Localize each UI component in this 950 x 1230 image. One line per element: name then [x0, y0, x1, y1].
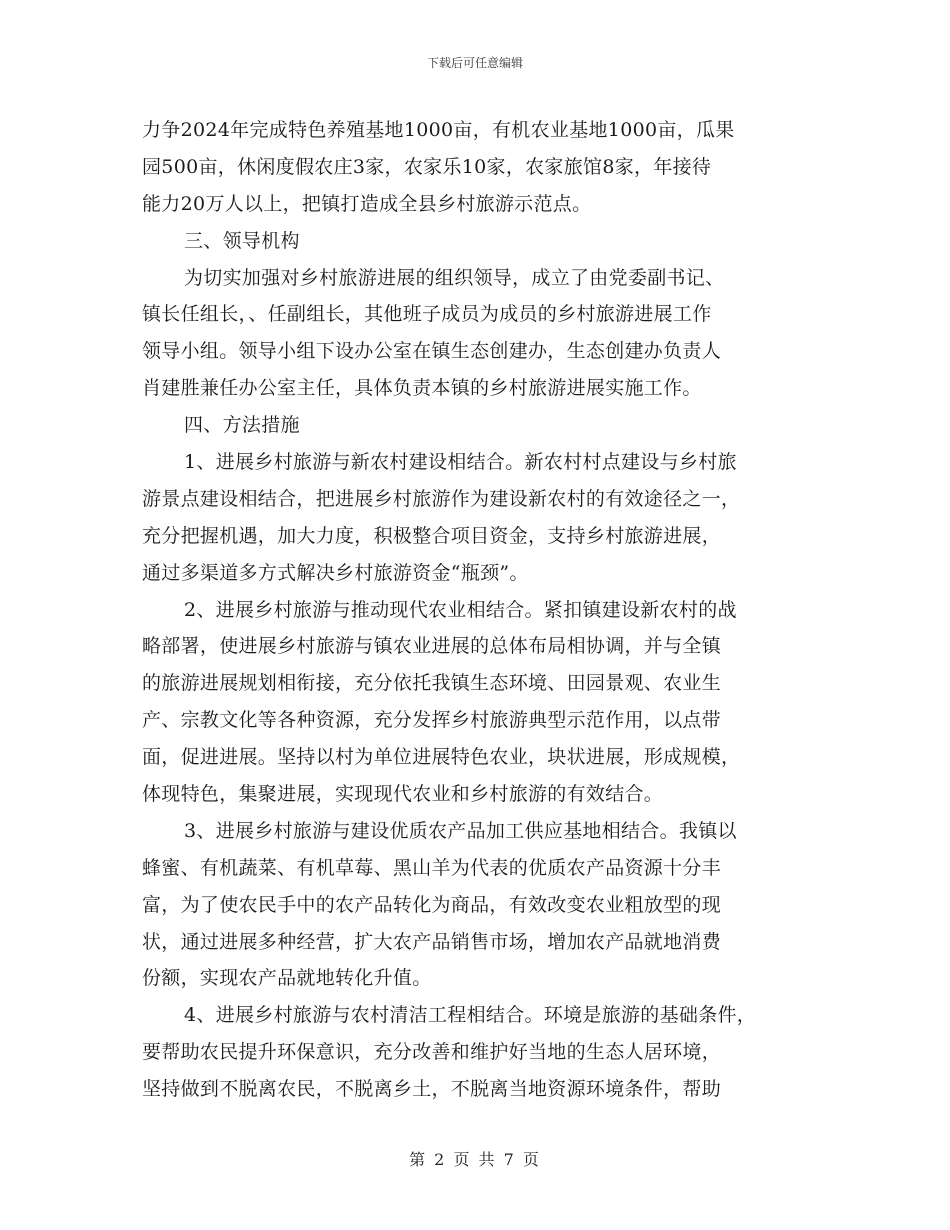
text-line: 要帮助农民提升环保意识，充分改善和维护好当地的生态人居环境， [142, 1041, 722, 1064]
text-line: 略部署，使进展乡村旅游与镇农业进展的总体布局相协调，并与全镇 [142, 635, 722, 658]
text-line: 富，为了使农民手中的农产品转化为商品，有效改变农业粗放型的现 [142, 893, 722, 916]
text-line: 游景点建设相结合，把进展乡村旅游作为建设新农村的有效途径之一， [142, 487, 741, 510]
text-line: 蜂蜜、有机蔬菜、有机草莓、黑山羊为代表的优质农产品资源十分丰 [142, 856, 722, 879]
text-line: 坚持做到不脱离农民，不脱离乡土，不脱离当地资源环境条件，帮助 [142, 1078, 722, 1101]
text-line: 能力20万人以上，把镇打造成全县乡村旅游示范点。 [142, 192, 592, 215]
page-header-note: 下载后可任意编辑 [426, 56, 523, 70]
text-line: 领导小组。领导小组下设办公室在镇生态创建办，生态创建办负责人 [142, 340, 722, 363]
text-line: 四、方法措施 [184, 414, 300, 437]
text-line: 面，促进进展。坚持以村为单位进展特色农业，块状进展，形成规模， [142, 746, 741, 769]
text-line: 为切实加强对乡村旅游进展的组织领导，成立了由党委副书记、 [184, 266, 725, 289]
text-line: 产、宗教文化等各种资源，充分发挥乡村旅游典型示范作用，以点带 [142, 709, 722, 732]
text-line: 1、进展乡村旅游与新农村建设相结合。新农村村点建设与乡村旅 [184, 451, 737, 474]
text-line: 园500亩，休闲度假农庄3家，农家乐10家，农家旅馆8家，年接待 [142, 155, 712, 178]
page-number-footer: 第 2 页 共 7 页 [409, 1150, 541, 1169]
text-line: 力争2024年完成特色养殖基地1000亩，有机农业基地1000亩，瓜果 [142, 119, 735, 141]
text-line: 通过多渠道多方式解决乡村旅游资金“瓶颈”。 [142, 561, 529, 584]
text-line: 状，通过进展多种经营，扩大农产品销售市场，增加农产品就地消费 [142, 930, 722, 953]
text-line: 镇长任组长，、任副组长，其他班子成员为成员的乡村旅游进展工作 [142, 303, 712, 326]
text-line: 2、进展乡村旅游与推动现代农业相结合。紧扣镇建设新农村的战 [184, 598, 737, 621]
text-line: 份额，实现农产品就地转化升值。 [142, 967, 432, 990]
text-line: 的旅游进展规划相衔接，充分依托我镇生态环境、田园景观、农业生 [142, 672, 722, 695]
text-line: 3、进展乡村旅游与建设优质农产品加工供应基地相结合。我镇以 [184, 819, 737, 842]
document-body [142, 112, 822, 1108]
text-line: 体现特色，集聚进展，实现现代农业和乡村旅游的有效结合。 [142, 783, 664, 806]
text-line: 肖建胜兼任办公室主任，具体负责本镇的乡村旅游进展实施工作。 [142, 377, 702, 400]
text-line: 4、进展乡村旅游与农村清洁工程相结合。环境是旅游的基础条件， [184, 1004, 757, 1027]
text-line: 三、领导机构 [184, 229, 300, 252]
text-line: 充分把握机遇，加大力度，积极整合项目资金，支持乡村旅游进展， [142, 524, 722, 547]
